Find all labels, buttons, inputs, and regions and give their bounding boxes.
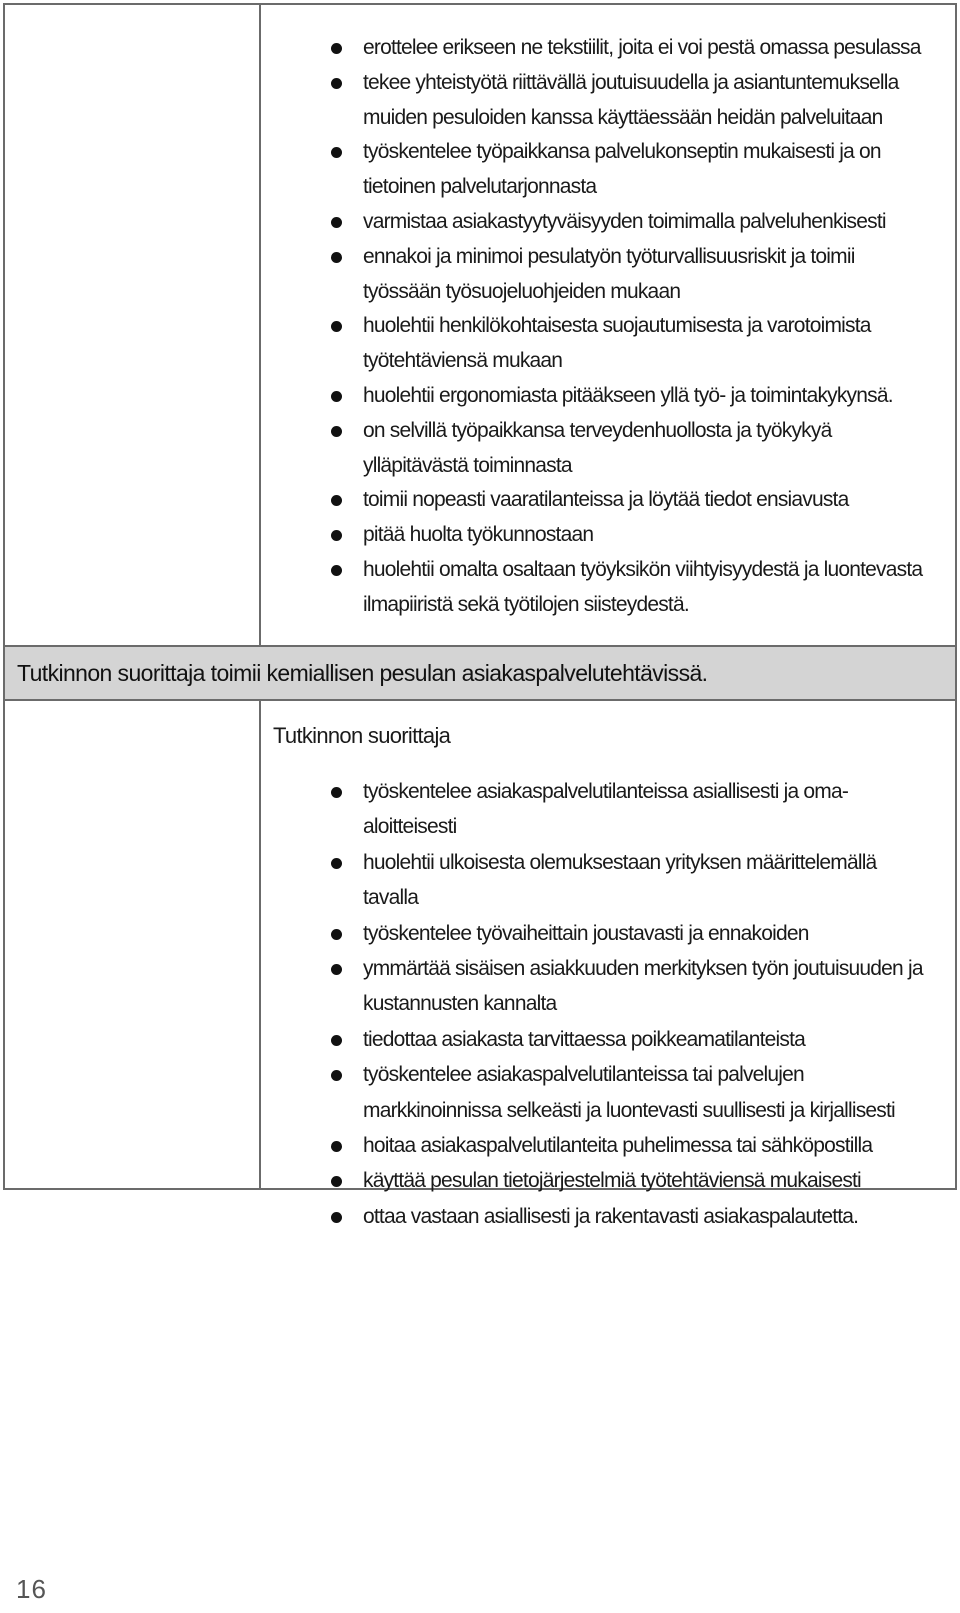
list-item <box>261 31 935 66</box>
criteria-table <box>3 3 957 1228</box>
list-item <box>273 1057 935 1128</box>
section-heading-band <box>5 645 955 701</box>
list-item-text: työskentelee asiakaspalvelutilanteissa tai palvelujen markkinoinnissa selkeästi ja luontevasti suullisesti ja kirjallisesti <box>363 1063 895 1122</box>
bullet-icon <box>331 1212 342 1223</box>
list-item-text: huolehtii ergonomiasta pitääkseen yllä työ- ja toimintakykynsä. <box>363 383 893 407</box>
table-row-top <box>5 5 955 645</box>
list-item <box>261 414 935 484</box>
bullet-icon <box>331 147 342 158</box>
left-cell-empty <box>5 5 261 645</box>
list-item <box>261 205 935 240</box>
list-item-text: työskentelee työvaiheittain joustavasti ja ennakoiden <box>363 921 809 945</box>
table-row-bottom <box>5 701 955 1228</box>
list-item-text: hoitaa asiakaspalvelutilanteita puhelimessa tai sähköpostilla <box>363 1134 873 1158</box>
list-item-text: ennakoi ja minimoi pesulatyön työturvallisuusriskit ja toimii työssään työsuojeluohjeiden mukaan <box>363 244 855 303</box>
lead-text: Tutkinnon suorittaja <box>273 723 451 748</box>
bullet-icon <box>331 321 342 332</box>
list-item-text: ottaa vastaan asiallisesti ja rakentavasti asiakaspalautetta. <box>363 1204 859 1228</box>
list-item-text: ymmärtää sisäisen asiakkuuden merkityksen työn joutuisuuden ja kustannusten kannalta <box>363 957 923 1016</box>
list-item <box>273 1163 935 1198</box>
list-item-text: on selvillä työpaikkansa terveydenhuollosta ja työkykyä ylläpitävästä toiminnasta <box>363 418 832 477</box>
bullet-icon <box>331 565 342 576</box>
bullet-list-bottom <box>273 774 935 1234</box>
bullet-icon <box>331 252 342 263</box>
bullet-icon <box>331 1070 342 1081</box>
page-number: 16 <box>16 1574 47 1604</box>
list-item-text: huolehtii henkilökohtaisesta suojautumisesta ja varotoimista työtehtäviensä mukaan <box>363 314 871 373</box>
list-item <box>261 309 935 379</box>
list-item <box>273 1199 935 1234</box>
list-item <box>273 774 935 845</box>
list-item-text: erottelee erikseen ne tekstiilit, joita ei voi pestä omassa pesulassa <box>363 36 921 59</box>
bullet-icon <box>331 787 342 798</box>
left-cell-empty <box>5 701 261 1188</box>
list-item <box>261 240 935 310</box>
bullet-list-top <box>261 31 935 623</box>
list-item <box>273 845 935 916</box>
list-item-text: toimii nopeasti vaaratilanteissa ja löytää tiedot ensiavusta <box>363 488 849 512</box>
list-item <box>273 916 935 951</box>
list-item-text: tiedottaa asiakasta tarvittaessa poikkeamatilanteista <box>363 1027 806 1051</box>
bullet-icon <box>331 1141 342 1152</box>
list-item <box>273 1022 935 1057</box>
list-item-text: huolehtii omalta osaltaan työyksikön viihtyisyydestä ja luontevasta ilmapiiristä sekä työtilojen siisteydestä. <box>363 557 923 616</box>
list-item-text: tekee yhteistyötä riittävällä joutuisuudella ja asiantuntemuksella muiden pesuloiden kanssa käyttäessään heidän palveluitaan <box>363 70 899 129</box>
right-cell-bottom <box>261 701 955 1228</box>
list-item <box>261 483 935 518</box>
list-item-text: varmistaa asiakastyytyväisyyden toimimalla palveluhenkisesti <box>363 209 886 233</box>
list-item-text: työskentelee työpaikkansa palvelukonseptin mukaisesti ja on tietoinen palvelutarjonnasta <box>363 140 881 199</box>
bullet-icon <box>331 964 342 975</box>
list-item <box>261 518 935 553</box>
section-heading: Tutkinnon suorittaja toimii kemiallisen pesulan asiakaspalvelutehtävissä. <box>17 659 708 686</box>
list-item <box>273 1128 935 1163</box>
bullet-icon <box>331 1176 342 1187</box>
bullet-icon <box>331 530 342 541</box>
list-item-text: pitää huolta työkunnostaan <box>363 523 594 547</box>
bullet-icon <box>331 78 342 89</box>
bullet-icon <box>331 391 342 402</box>
bullet-icon <box>331 1035 342 1046</box>
list-item-text: käyttää pesulan tietojärjestelmiä työtehtäviensä mukaisesti <box>363 1169 861 1193</box>
list-item <box>261 379 935 414</box>
list-item <box>261 553 935 623</box>
right-cell-top <box>261 5 955 645</box>
bullet-icon <box>331 426 342 437</box>
list-item <box>261 135 935 205</box>
list-item-text: työskentelee asiakaspalvelutilanteissa asiallisesti ja oma-aloitteisesti <box>363 780 849 839</box>
bullet-icon <box>331 495 342 506</box>
list-item-text: huolehtii ulkoisesta olemuksestaan yrityksen määrittelemällä tavalla <box>363 850 877 910</box>
bullet-icon <box>331 43 342 54</box>
list-item <box>273 951 935 1022</box>
bullet-icon <box>331 858 342 869</box>
bullet-icon <box>331 217 342 228</box>
list-item <box>261 66 935 136</box>
bullet-icon <box>331 929 342 940</box>
